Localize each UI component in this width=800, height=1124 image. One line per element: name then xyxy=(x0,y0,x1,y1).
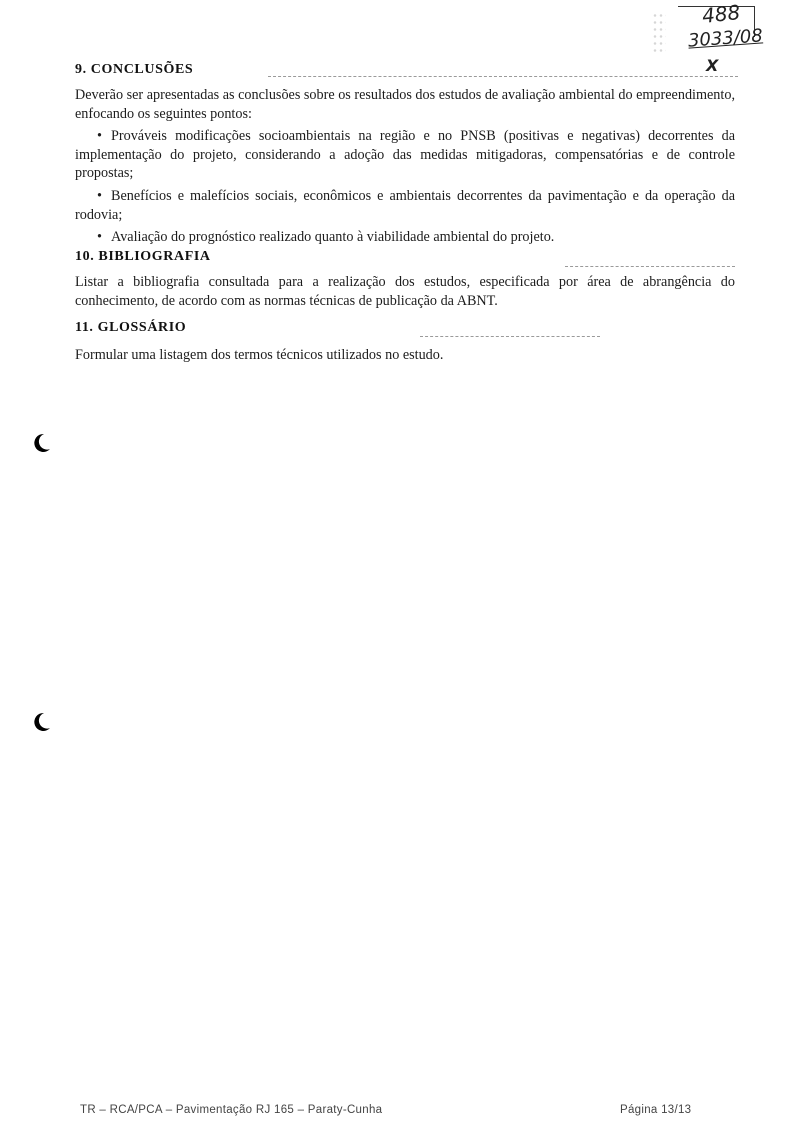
rubric-initial: X xyxy=(706,56,719,75)
bullet-text: Prováveis modificações socioambientais na região e no PNSB (positivas e negativas) decorrentes da implementação do projeto, considerando a adoção das medidas mitigadoras, compensatórias e de controle propostas; xyxy=(75,128,735,181)
process-number: 3033/08 xyxy=(687,25,764,52)
bullet-symbol: • xyxy=(97,188,102,204)
folio-number: 488 xyxy=(700,0,742,28)
heading-rule xyxy=(268,76,738,77)
bullet-text: Benefícios e malefícios sociais, econômicos e ambientais decorrentes da pavimentação e da operação da rodovia; xyxy=(75,188,735,223)
bullet-item xyxy=(75,127,735,183)
bullet-symbol: • xyxy=(97,229,102,245)
bibliografia-text: Listar a bibliografia consultada para a realização dos estudos, especificada por área de abrangência do conhecimento, de acordo com as normas técnicas de publicação da ABNT. xyxy=(75,274,735,309)
conclusoes-intro: Deverão ser apresentadas as conclusões sobre os resultados dos estudos de avaliação ambiental do empreendimento, enfocando os seguintes pontos: xyxy=(75,87,735,122)
protocol-stamp xyxy=(672,2,762,80)
glossario-text: Formular uma listagem dos termos técnicos utilizados no estudo. xyxy=(75,347,444,363)
footer-document-id: TR – RCA/PCA – Pavimentação RJ 165 – Paraty-Cunha xyxy=(80,1104,383,1116)
punch-hole-mark xyxy=(30,711,52,733)
heading-rule xyxy=(420,336,600,337)
footer-page-number: Página 13/13 xyxy=(620,1104,692,1116)
section-heading-bibliografia: 10. BIBLIOGRAFIA xyxy=(75,249,211,264)
bullet-text: Avaliação do prognóstico realizado quanto à viabilidade ambiental do projeto. xyxy=(111,229,555,245)
bullet-symbol: • xyxy=(97,128,102,144)
scan-noise xyxy=(652,12,666,52)
bullet-item xyxy=(75,228,735,247)
heading-rule xyxy=(565,266,735,267)
bullet-item xyxy=(75,187,735,224)
punch-hole-mark xyxy=(30,432,52,454)
section-heading-glossario: 11. GLOSSÁRIO xyxy=(75,320,187,335)
section-heading-conclusoes: 9. CONCLUSÕES xyxy=(75,62,194,77)
